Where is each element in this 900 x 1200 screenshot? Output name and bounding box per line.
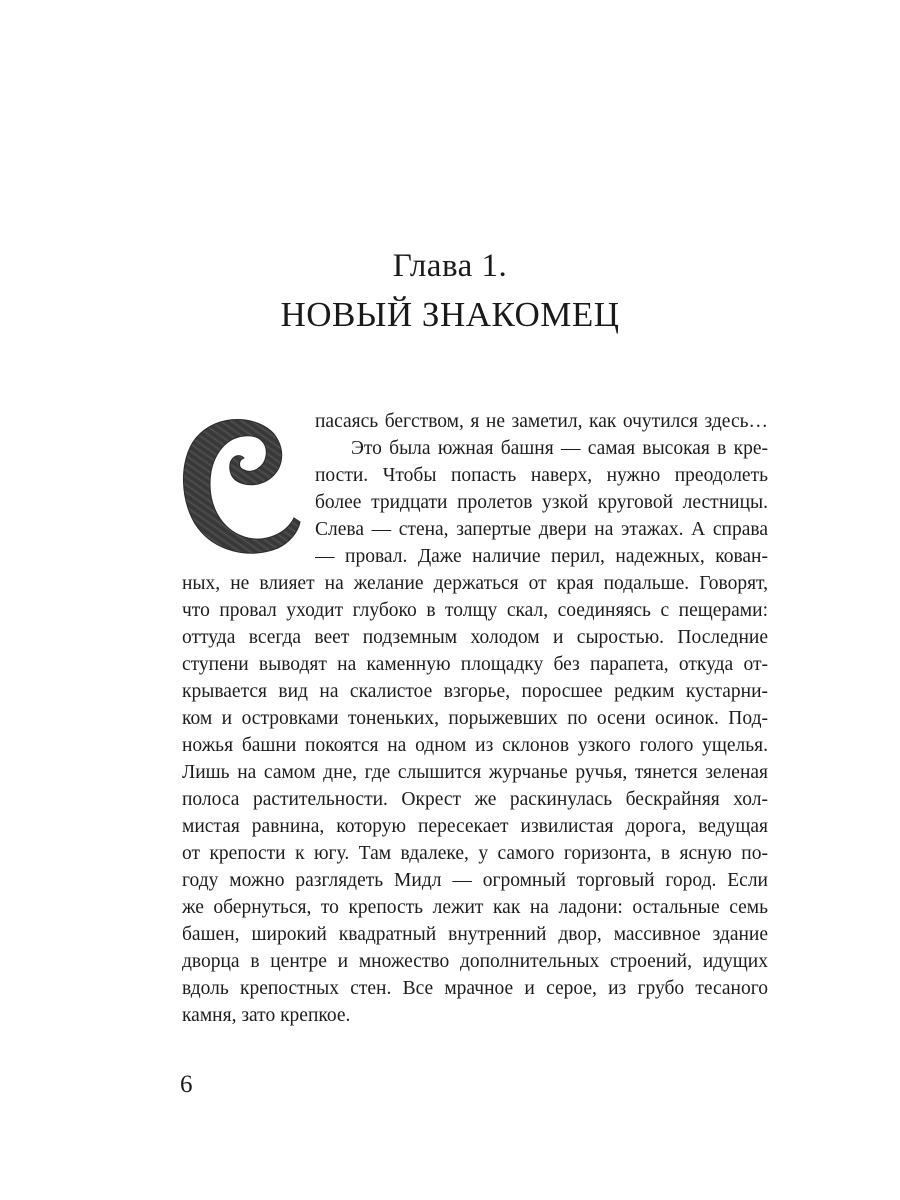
body-line: Это была южная башня — самая высокая в кре- [351, 438, 768, 459]
body-line: году можно разглядеть Мидл — огромный торговый город. Если [182, 870, 768, 891]
body-line: вдоль крепостных стен. Все мрачное и серое, из грубо тесаного [182, 978, 768, 999]
body-line: Лишь на самом дне, где слышится журчанье ручья, тянется зеленая [182, 762, 768, 783]
body-line: пасаясь бегством, я не заметил, как очутился здесь… [315, 411, 768, 432]
body-line: пости. Чтобы попасть наверх, нужно преодолеть [315, 465, 768, 486]
body-line: ножья башни покоятся на одном из склонов узкого голого ущелья. [182, 735, 768, 756]
body-line: — провал. Даже наличие перил, надежных, кован- [315, 546, 768, 567]
body-line: более тридцати пролетов узкой круговой лестницы. [315, 492, 768, 513]
body-line: от крепости к югу. Там вдалеке, у самого горизонта, в ясную по- [182, 843, 768, 864]
body-line: камня, зато крепкое. [182, 1005, 351, 1026]
body-line: что провал уходит глубоко в толщу скал, соединяясь с пещерами: [182, 600, 768, 621]
body-text [182, 408, 768, 1029]
body-line: полоса растительности. Окрест же раскинулась бескрайняя хол- [182, 789, 768, 810]
body-line: оттуда всегда веет подземным холодом и сыростью. Последние [182, 627, 768, 648]
body-line: ком и островками тоненьких, порыжевших по осени осинок. Под- [182, 708, 768, 729]
body-line: ступени выводят на каменную площадку без парапета, откуда от- [182, 654, 768, 675]
chapter-title: НОВЫЙ ЗНАКОМЕЦ [280, 295, 620, 334]
body-line: же обернуться, то крепость лежит как на ладони: остальные семь [182, 897, 768, 918]
body-line: башен, широкий квадратный внутренний двор, массивное здание [182, 924, 768, 945]
body-line: крывается вид на скалистое взгорье, поросшее редким кустарни- [182, 681, 768, 702]
body-line: Слева — стена, запертые двери на этажах. А справа [315, 519, 768, 540]
body-line: мистая равнина, которую пересекает извилистая дорога, ведущая [182, 816, 768, 837]
body-line: дворца в центре и множество дополнительных строений, идущих [182, 951, 768, 972]
chapter-label: Глава 1. [392, 248, 508, 284]
body-line: ных, не влияет на желание держаться от края подальше. Говорят, [182, 573, 768, 594]
page-number: 6 [180, 1071, 193, 1098]
